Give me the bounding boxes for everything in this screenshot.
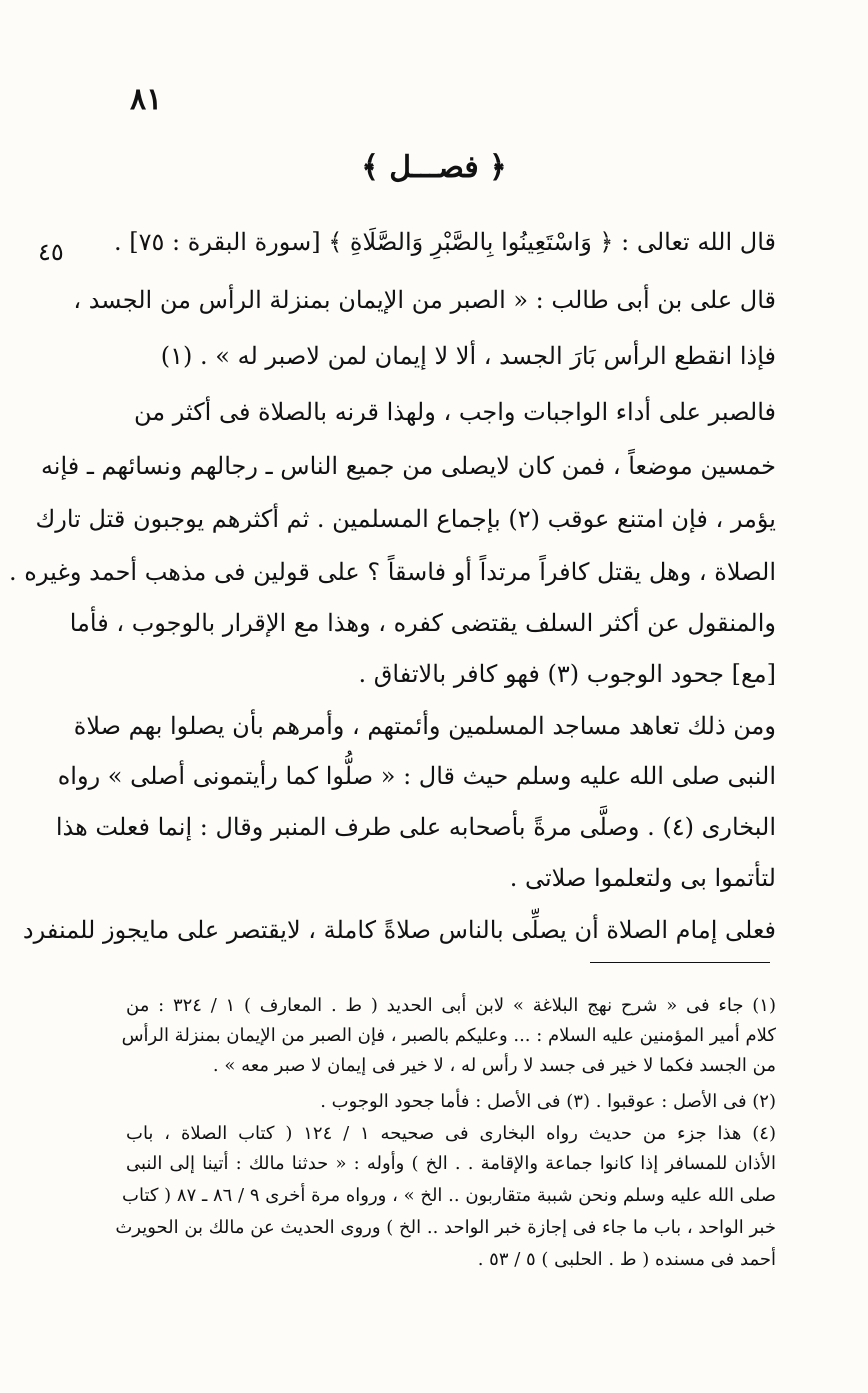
- body-line: قال على بن أبى طالب : « الصبر من الإيمان بمنزلة الرأس من الجسد ،: [73, 286, 776, 314]
- body-line: قال الله تعالى : ﴿ وَاسْتَعِينُوا بِالصَّبْرِ وَالصَّلَاةِ ﴾ [سورة البقرة : ٧٥] .: [114, 228, 776, 256]
- body-line: والمنقول عن أكثر السلف يقتضى كفره ، وهذا مع الإقرار بالوجوب ، فأما: [69, 609, 776, 637]
- footnote-line: صلى الله عليه وسلم ونحن شببة متقاربون .. الخ » ، ورواه مرة أخرى ٩ / ٨٦ ـ ٨٧ ( كتاب: [122, 1185, 776, 1206]
- body-line: ومن ذلك تعاهد مساجد المسلمين وأئمتهم ، وأمرهم بأن يصلوا بهم صلاة: [73, 712, 776, 740]
- footnote-line: من الجسد فكما لا خير فى جسد لا رأس له ، لا خير فى إيمان لا صبر معه » .: [212, 1055, 776, 1076]
- page-number: ٨١: [130, 82, 163, 117]
- footnote-line: (٤) هذا جزء من حديث رواه البخارى فى صحيحه ١ / ١٢٤ ( كتاب الصلاة ، باب: [126, 1123, 776, 1144]
- body-line: خمسين موضعاً ، فمن كان لايصلى من جميع الناس ـ رجالهم ونسائهم ـ فإنه: [40, 452, 776, 480]
- footnote-line: كلام أمير المؤمنين عليه السلام : ... وعليكم بالصبر ، فإن الصبر من الإيمان بمنزلة الرأس: [121, 1025, 776, 1046]
- section-title: ﴿ فصـــل ﴾: [361, 150, 507, 185]
- footnote-line: (١) جاء فى « شرح نهج البلاغة » لابن أبى الحديد ( ط . المعارف ) ١ / ٣٢٤ : من: [126, 995, 776, 1016]
- footnote-divider: [590, 962, 770, 963]
- body-line: النبى صلى الله عليه وسلم حيث قال : « صلُّوا كما رأيتمونى أصلى » رواه: [57, 762, 776, 790]
- body-line: [مع] جحود الوجوب (٣) فهو كافر بالاتفاق .: [358, 660, 776, 688]
- body-line: البخارى (٤) . وصلَّى مرةً بأصحابه على طرف المنبر وقال : إنما فعلت هذا: [55, 813, 776, 841]
- footnote-line: (٢) فى الأصل : عوقبوا . (٣) فى الأصل : فأما جحود الوجوب .: [320, 1091, 776, 1112]
- body-line: الصلاة ، وهل يقتل كافراً مرتداً أو فاسقاً ؟ على قولين فى مذهب أحمد وغيره .: [9, 558, 776, 586]
- body-line: يؤمر ، فإن امتنع عوقب (٢) بإجماع المسلمين . ثم أكثرهم يوجبون قتل تارك: [35, 505, 776, 533]
- margin-marker: ٤٥: [38, 238, 64, 266]
- footnote-line: أحمد فى مسنده ( ط . الحلبى ) ٥ / ٥٣ .: [477, 1249, 776, 1270]
- body-line: لتأتموا بى ولتعلموا صلاتى .: [509, 864, 776, 892]
- body-line: فإذا انقطع الرأس بَارَ الجسد ، ألا لا إيمان لمن لاصبر له » . (١): [160, 342, 776, 370]
- body-line: فعلى إمام الصلاة أن يصلِّى بالناس صلاةً كاملة ، لايقتصر على مايجوز للمنفرد: [22, 916, 776, 944]
- footnote-line: خبر الواحد ، باب ما جاء فى إجازة خبر الواحد .. الخ ) وروى الحديث عن مالك بن الحويرث: [115, 1217, 776, 1238]
- body-line: فالصبر على أداء الواجبات واجب ، ولهذا قرنه بالصلاة فى أكثر من: [133, 398, 776, 426]
- footnote-line: الأذان للمسافر إذا كانوا جماعة والإقامة . . الخ ) وأوله : « حدثنا مالك : أتينا إلى النبى: [126, 1153, 776, 1174]
